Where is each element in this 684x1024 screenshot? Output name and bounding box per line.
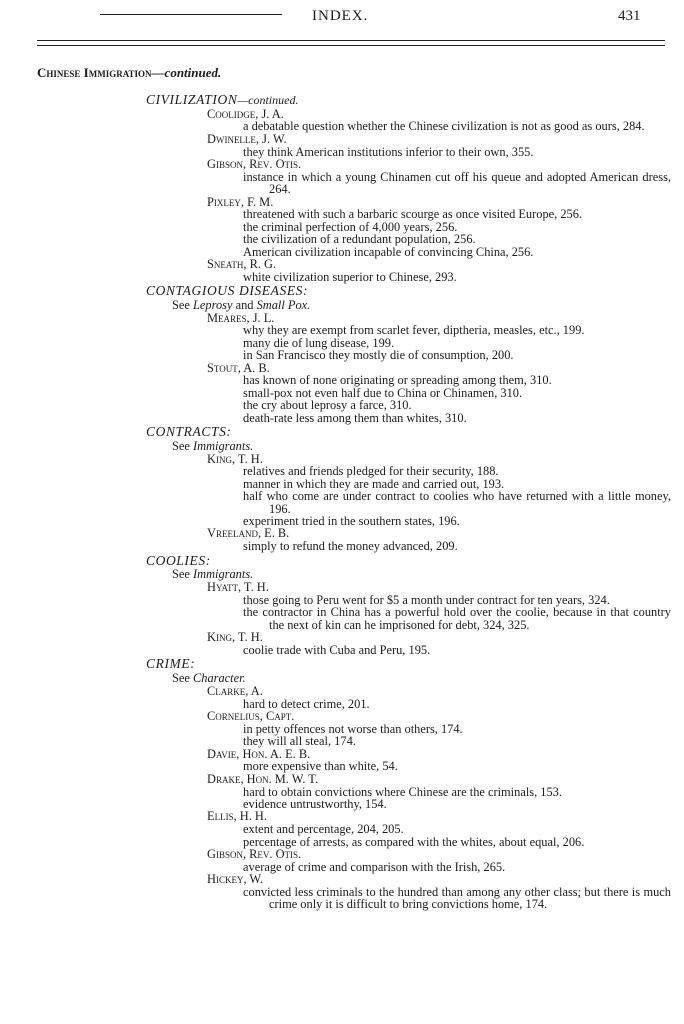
entry-item: evidence untrustworthy, 154. bbox=[243, 797, 387, 812]
entry-name: Cornelius, Capt. bbox=[207, 709, 295, 724]
entry-item: more expensive than white, 54. bbox=[243, 759, 398, 774]
entry-name: Meares, J. L. bbox=[207, 310, 275, 325]
entry-item: convicted less criminals to the hundred than among any other class; but there is much crime only it is difficult to bring convictions home, 174. bbox=[243, 885, 671, 912]
running-title: INDEX. bbox=[312, 8, 369, 24]
header-double-rule bbox=[37, 40, 665, 46]
entry-item: extent and percentage, 204, 205. bbox=[243, 822, 404, 837]
main-heading-text: Chinese Immigration bbox=[37, 65, 152, 80]
page-number: 431 bbox=[618, 8, 641, 24]
entry-name: Clarke, A. bbox=[207, 683, 263, 698]
entry-name: King, T. H. bbox=[207, 630, 263, 645]
header-rule bbox=[100, 14, 282, 15]
see-reference: See Immigrants. bbox=[172, 567, 254, 582]
entry-name: Gibson, Rev. Otis. bbox=[207, 156, 302, 171]
entry-item: has known of none originating or spreading among them, 310. bbox=[243, 373, 552, 388]
section-heading-crime: CRIME: bbox=[146, 656, 196, 672]
entry-name: Davie, Hon. A. E. B. bbox=[207, 746, 311, 761]
see-reference: See Character. bbox=[172, 670, 246, 685]
section-heading-contagious-diseases: CONTAGIOUS DISEASES: bbox=[146, 283, 309, 299]
main-heading bbox=[0, 64, 684, 81]
entry-item: they think American institutions inferior to their own, 355. bbox=[243, 144, 534, 159]
entry-item: half who come are under contract to coolies who have returned with a little money, 196. bbox=[243, 489, 671, 516]
see-link[interactable]: Immigrants. bbox=[193, 438, 254, 453]
entry-item: they will all steal, 174. bbox=[243, 734, 356, 749]
entry-item: the contractor in China has a powerful hold over the coolie, because in that country the next of kin can he imprisoned for debt, 324, 325. bbox=[243, 605, 671, 632]
entry-item: coolie trade with Cuba and Peru, 195. bbox=[243, 642, 431, 657]
page-header bbox=[0, 10, 684, 30]
entry-item: average of crime and comparison with the Irish, 265. bbox=[243, 859, 506, 874]
entry-name: Dwinelle, J. W. bbox=[207, 131, 287, 146]
entry-item: in petty offences not worse than others, 174. bbox=[243, 721, 463, 736]
entry-item: the cry about leprosy a farce, 310. bbox=[243, 398, 412, 413]
section-heading-civilization: CIVILIZATION—continued. bbox=[146, 92, 299, 107]
entry-name: Hyatt, T. H. bbox=[207, 580, 269, 595]
entry-item: small-pox not even half due to China or Chinamen, 310. bbox=[243, 385, 523, 400]
entry-item: those going to Peru went for $5 a month under contract for ten years, 324. bbox=[243, 592, 610, 607]
entry-item: American civilization incapable of convincing China, 256. bbox=[243, 244, 534, 259]
entry-item: the criminal perfection of 4,000 years, 256. bbox=[243, 219, 458, 234]
entry-name: Stout, A. B. bbox=[207, 360, 270, 375]
section-heading-contracts: CONTRACTS: bbox=[146, 424, 232, 440]
see-link[interactable]: Small Pox. bbox=[256, 297, 311, 312]
entry-name: Pixley, F. M. bbox=[207, 194, 274, 209]
section-heading-coolies: COOLIES: bbox=[146, 552, 211, 568]
entry-item: experiment tried in the southern states, 196. bbox=[243, 514, 460, 528]
entry-item: manner in which they are made and carried out, 193. bbox=[243, 476, 505, 491]
index-body bbox=[0, 64, 684, 911]
see-link[interactable]: Immigrants. bbox=[193, 567, 254, 582]
entry-item: a debatable question whether the Chinese civilization is not as good as ours, 284. bbox=[243, 119, 645, 134]
entry-name: Drake, Hon. M. W. T. bbox=[207, 771, 319, 786]
see-link[interactable]: Character. bbox=[193, 670, 246, 685]
entry-item: the civilization of a redundant population, 256. bbox=[243, 232, 476, 247]
entry-item: hard to obtain convictions where Chinese are the criminals, 153. bbox=[243, 784, 562, 799]
entry-item: why they are exempt from scarlet fever, diptheria, measles, etc., 199. bbox=[243, 323, 585, 338]
entry-name: Hickey, W. bbox=[207, 872, 264, 887]
see-reference: See Leprosy and Small Pox. bbox=[172, 297, 311, 312]
entry-name: Sneath, R. G. bbox=[207, 256, 277, 271]
entry-item: percentage of arrests, as compared with the whites, about equal, 206. bbox=[243, 834, 585, 849]
entry-name: Ellis, H. H. bbox=[207, 809, 267, 824]
entry-item: death-rate less among them than whites, 310. bbox=[243, 410, 467, 425]
main-heading-continued: —continued. bbox=[151, 65, 222, 80]
entry-name: Vreeland, E. B. bbox=[207, 526, 290, 541]
entry-item: simply to refund the money advanced, 209. bbox=[243, 539, 458, 554]
entry-item: many die of lung disease, 199. bbox=[243, 335, 395, 350]
entry-item: in San Francisco they mostly die of consumption, 200. bbox=[243, 348, 514, 363]
entry-name: Gibson, Rev. Otis. bbox=[207, 847, 302, 862]
see-link[interactable]: Leprosy bbox=[193, 297, 233, 312]
entry-item: white civilization superior to Chinese, 293. bbox=[243, 269, 457, 284]
entry-item: threatened with such a barbaric scourge as once visited Europe, 256. bbox=[243, 207, 583, 222]
entry-item: relatives and friends pledged for their security, 188. bbox=[243, 464, 499, 479]
entry-name: Coolidge, J. A. bbox=[207, 106, 284, 121]
entry-item: hard to detect crime, 201. bbox=[243, 696, 370, 711]
entry-name: King, T. H. bbox=[207, 451, 263, 466]
entry-item: instance in which a young Chinamen cut off his queue and adopted American dress, 264. bbox=[243, 169, 671, 197]
see-reference: See Immigrants. bbox=[172, 438, 254, 453]
